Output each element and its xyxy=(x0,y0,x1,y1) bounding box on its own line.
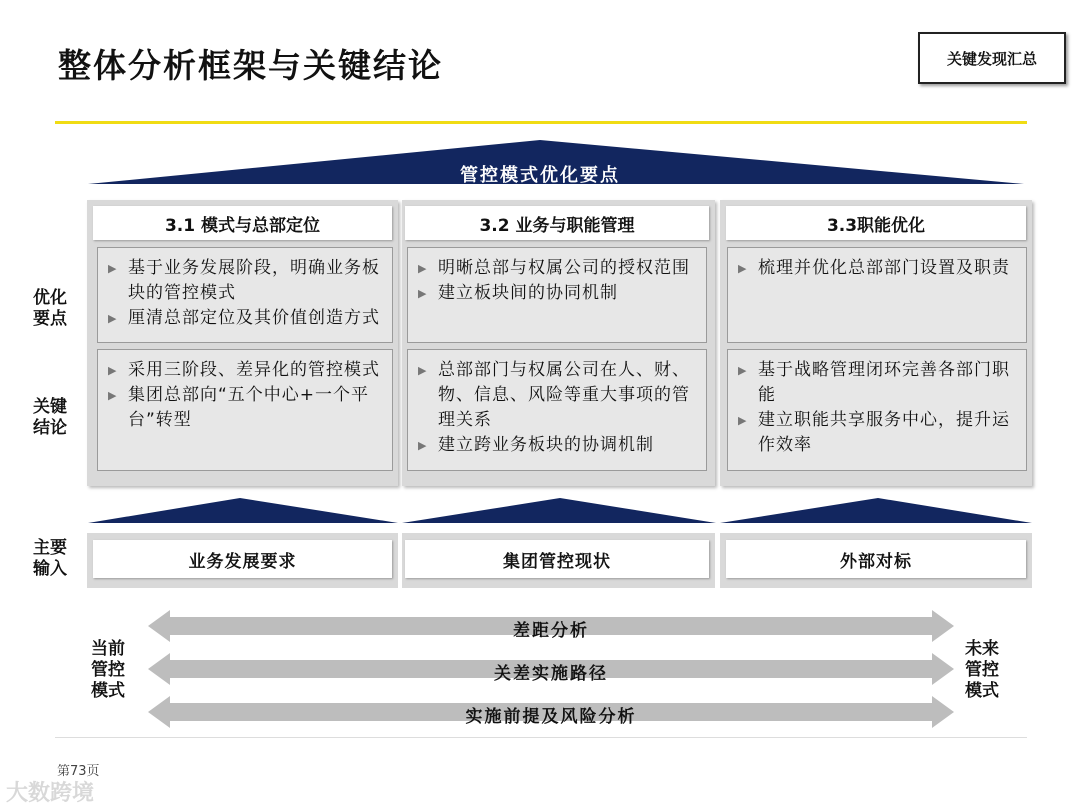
triangle-right-icon: ▶ xyxy=(108,262,118,275)
column-1-conclusion-cell xyxy=(97,349,393,471)
watermark-logo-icon: 大数跨境 xyxy=(6,781,95,806)
row-label-conclusion: 关键 结论 xyxy=(33,397,67,438)
list-item: ▶ 总部部门与权属公司在人、财、物、信息、风险等重大事项的管理关系 xyxy=(418,358,698,433)
triangle-right-icon: ▶ xyxy=(418,262,428,275)
column-2-conclusion-cell xyxy=(407,349,707,471)
triangle-right-icon: ▶ xyxy=(418,439,428,452)
triangle-right-icon: ▶ xyxy=(738,364,748,377)
summary-tag: 关键发现汇总 xyxy=(918,32,1066,84)
list-item: ▶ 建立跨业务板块的协调机制 xyxy=(418,433,698,458)
column-3-title: 3.3职能优化 xyxy=(726,206,1026,240)
list-item: ▶ 基于业务发展阶段，明确业务板块的管控模式 xyxy=(108,256,384,306)
list-item: ▶ 建立板块间的协同机制 xyxy=(418,281,698,306)
list-item: ▶ 厘清总部定位及其价值创造方式 xyxy=(108,306,384,331)
page-number: 第73页 xyxy=(57,764,100,779)
arrow-gap-analysis: 差距分析 xyxy=(513,621,589,641)
future-mode-label: 未来 管控 模式 xyxy=(965,639,999,701)
list-item: ▶ 建立职能共享服务中心，提升运作效率 xyxy=(738,408,1018,458)
row-label-optimization: 优化 要点 xyxy=(33,288,67,329)
triangle-right-icon: ▶ xyxy=(418,287,428,300)
triangle-right-icon: ▶ xyxy=(418,364,428,377)
banner-title: 管控模式优化要点 xyxy=(460,165,620,186)
column-1-title: 3.1 模式与总部定位 xyxy=(93,206,392,240)
input-current-control-status: 集团管控现状 xyxy=(405,540,709,578)
triangle-right-icon: ▶ xyxy=(108,389,118,402)
column-3-optimization-cell xyxy=(727,247,1027,343)
triangle-right-icon: ▶ xyxy=(108,364,118,377)
list-item: ▶ 明晰总部与权属公司的授权范围 xyxy=(418,256,698,281)
arrow-implementation-path: 关差实施路径 xyxy=(494,664,608,684)
list-item: ▶ 采用三阶段、差异化的管控模式 xyxy=(108,358,384,383)
triangle-right-icon: ▶ xyxy=(738,414,748,427)
triangle-right-icon: ▶ xyxy=(738,262,748,275)
page-title: 整体分析框架与关键结论 xyxy=(58,46,443,85)
row-label-inputs: 主要 输入 xyxy=(33,538,67,579)
column-2-optimization-cell xyxy=(407,247,707,343)
current-mode-label: 当前 管控 模式 xyxy=(91,639,125,701)
input-business-requirements: 业务发展要求 xyxy=(93,540,392,578)
arrow-risk-analysis: 实施前提及风险分析 xyxy=(465,707,637,727)
list-item: ▶ 梳理并优化总部部门设置及职责 xyxy=(738,256,1018,281)
list-item: ▶ 集团总部向“五个中心+一个平台”转型 xyxy=(108,383,384,433)
input-arrows-shape xyxy=(0,490,1080,530)
column-2-title: 3.2 业务与职能管理 xyxy=(405,206,709,240)
footer-divider xyxy=(55,737,1027,738)
list-item: ▶ 基于战略管理闭环完善各部门职能 xyxy=(738,358,1018,408)
column-1-optimization-cell xyxy=(97,247,393,343)
input-external-benchmark: 外部对标 xyxy=(726,540,1026,578)
triangle-right-icon: ▶ xyxy=(108,312,118,325)
column-3-conclusion-cell xyxy=(727,349,1027,471)
